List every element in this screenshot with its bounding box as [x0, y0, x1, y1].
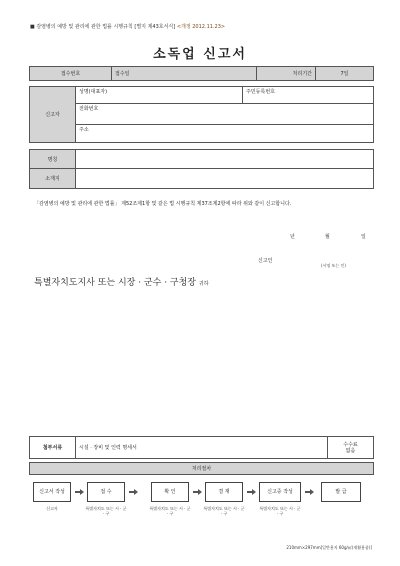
process-title: 처리절차 [29, 462, 374, 475]
applicant-name-field[interactable] [76, 87, 243, 104]
applicant-section-label: 신고자 [45, 112, 60, 118]
fee-label: 수수료 [343, 441, 358, 448]
recipient-line [34, 275, 209, 288]
receipt-no-label: 접수번호 [60, 71, 81, 77]
fee-cell [328, 437, 374, 459]
process-flow [29, 462, 374, 534]
recipient-suffix: 귀하 [198, 281, 209, 287]
declaration-text: 「감염병의 예방 및 관리에 관한 법률」 제52조제1항 및 같은 법 시행규칙 제37조제2항에 따라 위와 같이 신고합니다. [34, 201, 292, 207]
processing-period-value-cell [316, 67, 374, 81]
applicant-rrn-field[interactable] [243, 87, 374, 104]
arrow-icon [129, 489, 137, 495]
applicant-address-label: 주소 [79, 127, 89, 133]
receipt-date-cell[interactable] [112, 67, 257, 81]
form-title: 소독업 신고서 [153, 47, 247, 62]
receipt-table [29, 66, 374, 81]
applicant-section-cell [30, 87, 76, 143]
processing-period-cell [257, 67, 316, 81]
paper-size-note: 210mm×297mm[일반용지 60g/㎡(재활용품)] [286, 545, 372, 550]
arrow-icon [247, 489, 255, 495]
trade-name-label-cell [30, 150, 76, 169]
applicant-phone-label: 전화번호 [79, 106, 99, 112]
applicant-table [29, 86, 374, 143]
attachment-label-cell [30, 437, 76, 459]
applicant-name-label: 성명(대표자) [79, 89, 108, 95]
receipt-date-label: 접수일 [115, 71, 130, 77]
date-day-label: 일 [361, 234, 366, 240]
applicant-rrn-label: 주민등록번호 [246, 89, 275, 95]
arrow-icon [75, 489, 83, 495]
header-note-text: ■ 감염병의 예방 및 관리에 관한 법률 시행규칙 [별지 제43호서식] [30, 24, 176, 30]
step-actor: 특별자치도 또는 시 · 군 · 구 [149, 506, 191, 516]
arrow-icon [305, 489, 313, 495]
attachment-table [29, 436, 374, 459]
fee-value: 없음 [345, 447, 356, 454]
signature-note[interactable]: (서명 또는 인) [321, 263, 346, 268]
signature-label: 신고인 [258, 258, 273, 264]
step-box-receipt: 접 수 [87, 482, 125, 502]
revision-note: <개정 2012.11.23> [176, 24, 226, 30]
date-year-label: 년 [290, 234, 295, 240]
applicant-address-field[interactable] [76, 125, 374, 143]
date-month-label: 월 [325, 234, 330, 240]
attachment-content: 시설 · 장비 및 인력 명세서 [79, 445, 137, 451]
processing-period-label: 처리기간 [292, 71, 312, 77]
location-field[interactable] [76, 169, 374, 189]
trade-name-field[interactable] [76, 150, 374, 169]
arrow-icon [193, 489, 201, 495]
recipient-text: 특별자치도지사 또는 시장 · 군수 · 구청장 [34, 278, 196, 288]
attachment-content-cell [76, 437, 328, 459]
location-label-cell [30, 169, 76, 189]
trade-name-label: 명칭 [47, 156, 58, 163]
step-box-certificate: 신고증 작성 [259, 482, 301, 502]
receipt-no-cell[interactable] [30, 67, 112, 81]
applicant-phone-field[interactable] [76, 104, 374, 125]
step-box-approval: 결 재 [205, 482, 243, 502]
business-table [29, 149, 374, 189]
step-actor: 신고자 [46, 506, 58, 511]
step-box-issue: 발 급 [321, 482, 361, 502]
step-box-application: 신고서 작성 [33, 482, 71, 502]
step-actor: 특별자치도 또는 시 · 군 · 구 [203, 506, 245, 516]
attachment-label: 첨부서류 [42, 445, 63, 451]
form-header-note [30, 23, 225, 30]
processing-period-value: 7일 [340, 71, 349, 77]
step-box-review: 확 인 [151, 482, 189, 502]
step-actor: 특별자치도 또는 시 · 군 · 구 [85, 506, 127, 516]
step-actor: 특별자치도 또는 시 · 군 · 구 [259, 506, 301, 516]
location-label: 소재지 [45, 176, 60, 182]
